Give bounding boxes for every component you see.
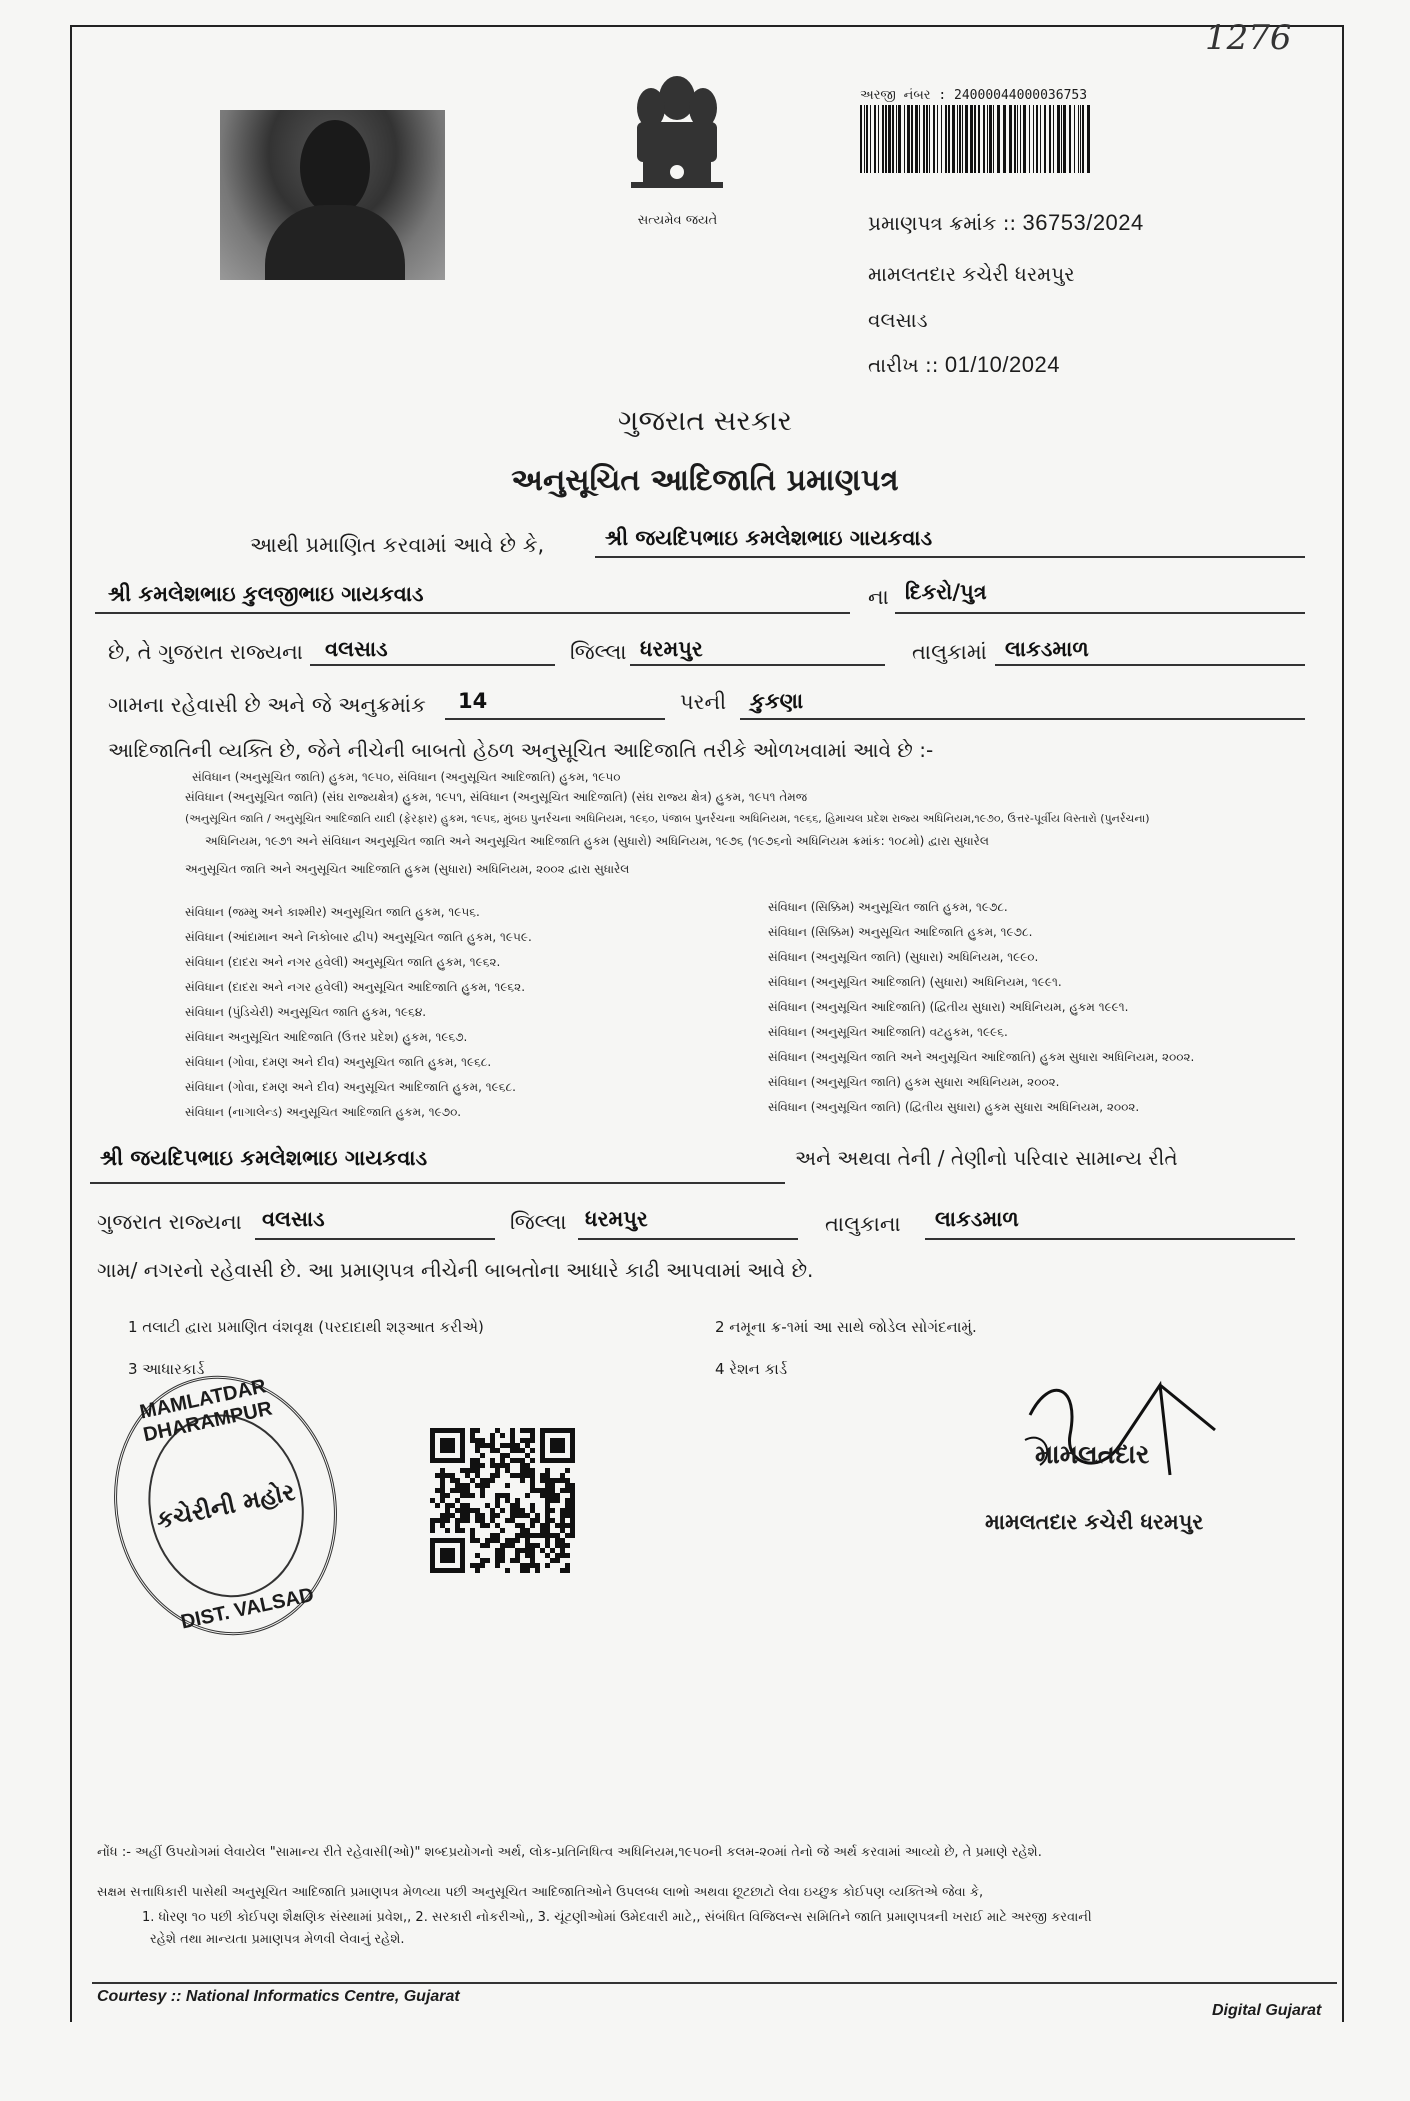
document-item: 2 નમૂના ક્ર-૧માં આ સાથે જોડેલ સોગંદનામું.: [715, 1318, 977, 1336]
order-right: સંવિધાન (અનુસૂચિત આદિજાતિ) (સુધારા) અધિનિયમ, ૧૯૯૧.: [768, 975, 1062, 989]
signatory-title: મામલતદાર: [1035, 1440, 1150, 1470]
family-suffix: અને અથવા તેની / તેણીનો પરિવાર સામાન્ય રીતે: [795, 1146, 1178, 1170]
resident-prefix: ગામના રહેવાસી છે અને જે અનુક્રમાંક: [108, 693, 426, 717]
order-left: સંવિધાન અનુસૂચિત આદિજાતિ (ઉત્તર પ્રદેશ) હુકમ, ૧૯૬૭.: [185, 1030, 468, 1044]
order-line: અનુસૂચિત જાતિ અને અનુસૂચિત આદિજાતિ હુકમ (સુધારા) અધિનિયમ, ૨૦૦૨ દ્વારા સુધારેલ: [185, 862, 630, 876]
certificate-title: અનુસૂચિત આદિજાતિ પ્રમાણપત્ર: [511, 463, 899, 498]
benefit-line: સક્ષમ સત્તાધિકારી પાસેથી અનુસૂચિત આદિજાતિ પ્રમાણપત્ર મેળવ્યા પછી અનુસૂચિત આદિજાતિઓને ઉપલબ્ધ લાભો અથવા છૂટછાટો લેવા ઇચ્છુક કોઈપણ વ્યક્તિએ જેવા કે,: [97, 1885, 984, 1900]
certificate-number: પ્રમાણપત્ર ક્રમાંક :: 36753/2024: [868, 210, 1144, 235]
order-right: સંવિધાન (સિક્કિમ) અનુસૂચિત આદિજાતિ હુકમ, ૧૯૭૮.: [768, 925, 1033, 939]
relation: દિકરો/પુત્ર: [905, 580, 987, 604]
village-value: લાકડમાળ: [1005, 637, 1089, 661]
order-left: સંવિધાન (ગોવા, દમણ અને દીવ) અનુસૂચિત જાતિ હુકમ, ૧૯૬૮.: [185, 1055, 492, 1069]
order-right: સંવિધાન (અનુસૂચિત જાતિ) હુકમ સુધારા અધિનિયમ, ૨૦૦૨.: [768, 1075, 1060, 1089]
note-line: નોંધ :- અહીં ઉપયોગમાં લેવાયેલ "સામાન્ય રીતે રહેવાસી(ઓ)" શબ્દપ્રયોગનો અર્થ, લોક-પ્રતિનિધિત્વ અધિનિયમ,૧૯૫૦ની કલમ-૨૦માં તેનો જે અર્થ કરવામાં આવ્યો છે, તે પ્રમાણે રહેશે.: [97, 1845, 1042, 1860]
order-left: સંવિધાન (પુંડિચેરી) અનુસૂચિત જાતિ હુકમ, ૧૯૬૪.: [185, 1005, 427, 1019]
seal-center-text: કચેરીની મહોર: [153, 1477, 298, 1534]
order-right: સંવિધાન (અનુસૂચિત જાતિ) (દ્વિતીય સુધારા) હુકમ સુધારા અધિનિયમ, ૨૦૦૨.: [768, 1100, 1140, 1114]
footer-divider: [92, 1982, 1337, 1984]
seal-top-text: MAMLATDAR DHARAMPUR: [137, 1375, 275, 1447]
barcode: [860, 105, 1142, 173]
certificate-border: [70, 25, 1344, 2022]
order-left: સંવિધાન (નાગાલેન્ડ) અનુસૂચિત આદિજાતિ હુકમ, ૧૯૭૦.: [185, 1105, 462, 1119]
family-district: વલસાડ: [262, 1207, 325, 1231]
subcaste-value: કુકણા: [750, 689, 804, 713]
taluka-value: ધરમપુર: [640, 637, 703, 661]
father-name: શ્રી કમલેશભાઇ કુલજીભાઇ ગાયકવાડ: [108, 582, 424, 606]
document-item: 3 આધારકાર્ડ: [128, 1360, 205, 1378]
signatory-office: મામલતદાર કચેરી ધરમપુર: [985, 1510, 1204, 1534]
document-item: 4 રેશન કાર્ડ: [715, 1360, 788, 1378]
person-name: શ્રી જયદિપભાઇ કમલેશભાઇ ગાયકવાડ: [605, 526, 933, 550]
national-emblem-icon: [615, 70, 740, 215]
family-taluka-label: તાલુકાના: [825, 1212, 901, 1236]
taluka-label: તાલુકામાં: [912, 640, 987, 664]
order-left: સંવિધાન (દાદરા અને નગર હવેલી) અનુસૂચિત આદિજાતિ હુકમ, ૧૯૬૨.: [185, 980, 526, 994]
certify-prefix: આથી પ્રમાણિત કરવામાં આવે છે કે,: [250, 533, 545, 557]
handwritten-page-number: 1276: [1205, 18, 1292, 58]
order-line: અધિનિયમ, ૧૯૭૧ અને સંવિધાન અનુસૂચિત જાતિ અને અનુસૂચિત આદિજાતિ હુકમ (સુધારો) અધિનિયમ, ૧૯૭૬ (૧૯૭૬નો અધિનિયમ ક્રમાંક: ૧૦૮મો) દ્વારા સુધારેલ: [205, 834, 989, 848]
order-left: સંવિધાન (જમ્મુ અને કાશ્મીર) અનુસૂચિત જાતિ હુકમ, ૧૯૫૬.: [185, 905, 480, 919]
order-right: સંવિધાન (અનુસૂચિત જાતિ) (સુધારા) અધિનિયમ, ૧૯૯૦.: [768, 950, 1039, 964]
serial-number: 14: [458, 689, 488, 713]
family-village: લાકડમાળ: [935, 1207, 1019, 1231]
subcaste-label: પરની: [680, 690, 727, 714]
issuing-office: મામલતદાર કચેરી ધરમપુર: [868, 262, 1075, 286]
family-person-name: શ્રી જયદિપભાઇ કમલેશભાઇ ગાયકવાડ: [100, 1146, 428, 1170]
benefit-tail: રહેશે તથા માન્યતા પ્રમાણપત્ર મેળવી લેવાનું રહેશે.: [150, 1932, 405, 1947]
order-line: (અનુસૂચિત જાતિ / અનુસૂચિત આદિજાતિ યાદી (ફેરફાર) હુકમ, ૧૯૫૬, મુંબઇ પુનર્રચના અધિનિયમ, ૧૯૬૦, પંજાબ પુનર્રચના અધિનિયમ, ૧૯૬૬, હિમાચલ પ્રદેશ રાજ્ય અધિનિયમ,૧૯૭૦, ઉત્તર-પૂર્વીય વિસ્તારો (પુનર્રચના): [185, 812, 1150, 825]
issue-date: તારીખ :: 01/10/2024: [868, 352, 1060, 377]
order-line: સંવિધાન (અનુસૂચિત જાતિ) હુકમ, ૧૯૫૦, સંવિધાન (અનુસૂચિત આદિજાતિ) હુકમ, ૧૯૫૦: [192, 770, 621, 784]
order-right: સંવિધાન (અનુસૂચિત જાતિ અને અનુસૂચિત આદિજાતિ) હુકમ સુધારા અધિનિયમ, ૨૦૦૨.: [768, 1050, 1195, 1064]
district-value: વલસાડ: [325, 637, 388, 661]
courtesy-text: Courtesy :: National Informatics Centre, Gujarat: [97, 1988, 460, 2005]
order-right: સંવિધાન (સિક્કિમ) અનુસૂચિત જાતિ હુકમ, ૧૯૭૮.: [768, 900, 1008, 914]
application-number: અરજી નંબર : 24000044000036753: [860, 88, 1088, 103]
family-state-label: ગુજરાત રાજ્યના: [97, 1210, 242, 1234]
seal-bottom-text: DIST. VALSAD: [179, 1583, 316, 1634]
order-line: સંવિધાન (અનુસૂચિત જાતિ) (સંઘ રાજ્યક્ષેત્ર) હુકમ, ૧૯૫૧, સંવિધાન (અનુસૂચિત આદિજાતિ) (સંઘ રાજ્ય ક્ષેત્ર) હુકમ, ૧૯૫૧ તેમજ: [185, 790, 808, 804]
government-title: ગુજરાત સરકાર: [618, 404, 792, 437]
order-left: સંવિધાન (આંદામાન અને નિકોબાર દ્વીપ) અનુસૂચિત જાતિ હુકમ, ૧૯૫૯.: [185, 930, 532, 944]
applicant-photo: [220, 110, 445, 280]
of-label: ના: [868, 585, 889, 609]
benefit-items: 1. ધોરણ ૧૦ પછી કોઈપણ શૈક્ષણિક સંસ્થામાં પ્રવેશ,, 2. સરકારી નોકરીઓ,, 3. ચૂંટણીઓમાં ઉમેદવારી માટે,, સંબંધિત વિજિલન્સ સમિતિને જાતિ પ્રમાણપત્રની ખરાઈ માટે અરજી કરવાની: [142, 1910, 1092, 1925]
qr-code-icon: [430, 1428, 575, 1573]
family-district-label: જિલ્લા: [510, 1210, 567, 1234]
tribe-sentence: આદિજાતિની વ્યક્તિ છે, જેને નીચેની બાબતો હેઠળ અનુસૂચિત આદિજાતિ તરીકે ઓળખવામાં આવે છે :-: [108, 738, 934, 762]
state-prefix: છે, તે ગુજરાત રાજ્યના: [108, 640, 303, 664]
basis-sentence: ગામ/ નગરનો રહેવાસી છે. આ પ્રમાણપત્ર નીચેની બાબતોના આધારે કાઢી આપવામાં આવે છે.: [97, 1258, 814, 1282]
order-left: સંવિધાન (ગોવા, દમણ અને દીવ) અનુસૂચિત આદિજાતિ હુકમ, ૧૯૬૮.: [185, 1080, 516, 1094]
issuing-district: વલસાડ: [868, 308, 928, 332]
signature: [1010, 1355, 1230, 1495]
family-taluka: ધરમપુર: [585, 1207, 648, 1231]
district-label: જિલ્લા: [570, 640, 627, 664]
document-item: 1 તલાટી દ્વારા પ્રમાણિત વંશવૃક્ષ (પરદાદાથી શરૂઆત કરીએ): [128, 1318, 484, 1336]
order-left: સંવિધાન (દાદરા અને નગર હવેલી) અનુસૂચિત જાતિ હુકમ, ૧૯૬૨.: [185, 955, 501, 969]
emblem-caption: સત્યમેવ જયતે: [637, 213, 718, 228]
order-right: સંવિધાન (અનુસૂચિત આદિજાતિ) (દ્વિતીય સુધારા) અધિનિયમ, હુકમ ૧૯૯૧.: [768, 1000, 1129, 1014]
order-right: સંવિધાન (અનુસૂચિત આદિજાતિ) વટહુકમ, ૧૯૯૬.: [768, 1025, 1008, 1039]
digital-gujarat-brand: Digital Gujarat: [1212, 2002, 1322, 2019]
